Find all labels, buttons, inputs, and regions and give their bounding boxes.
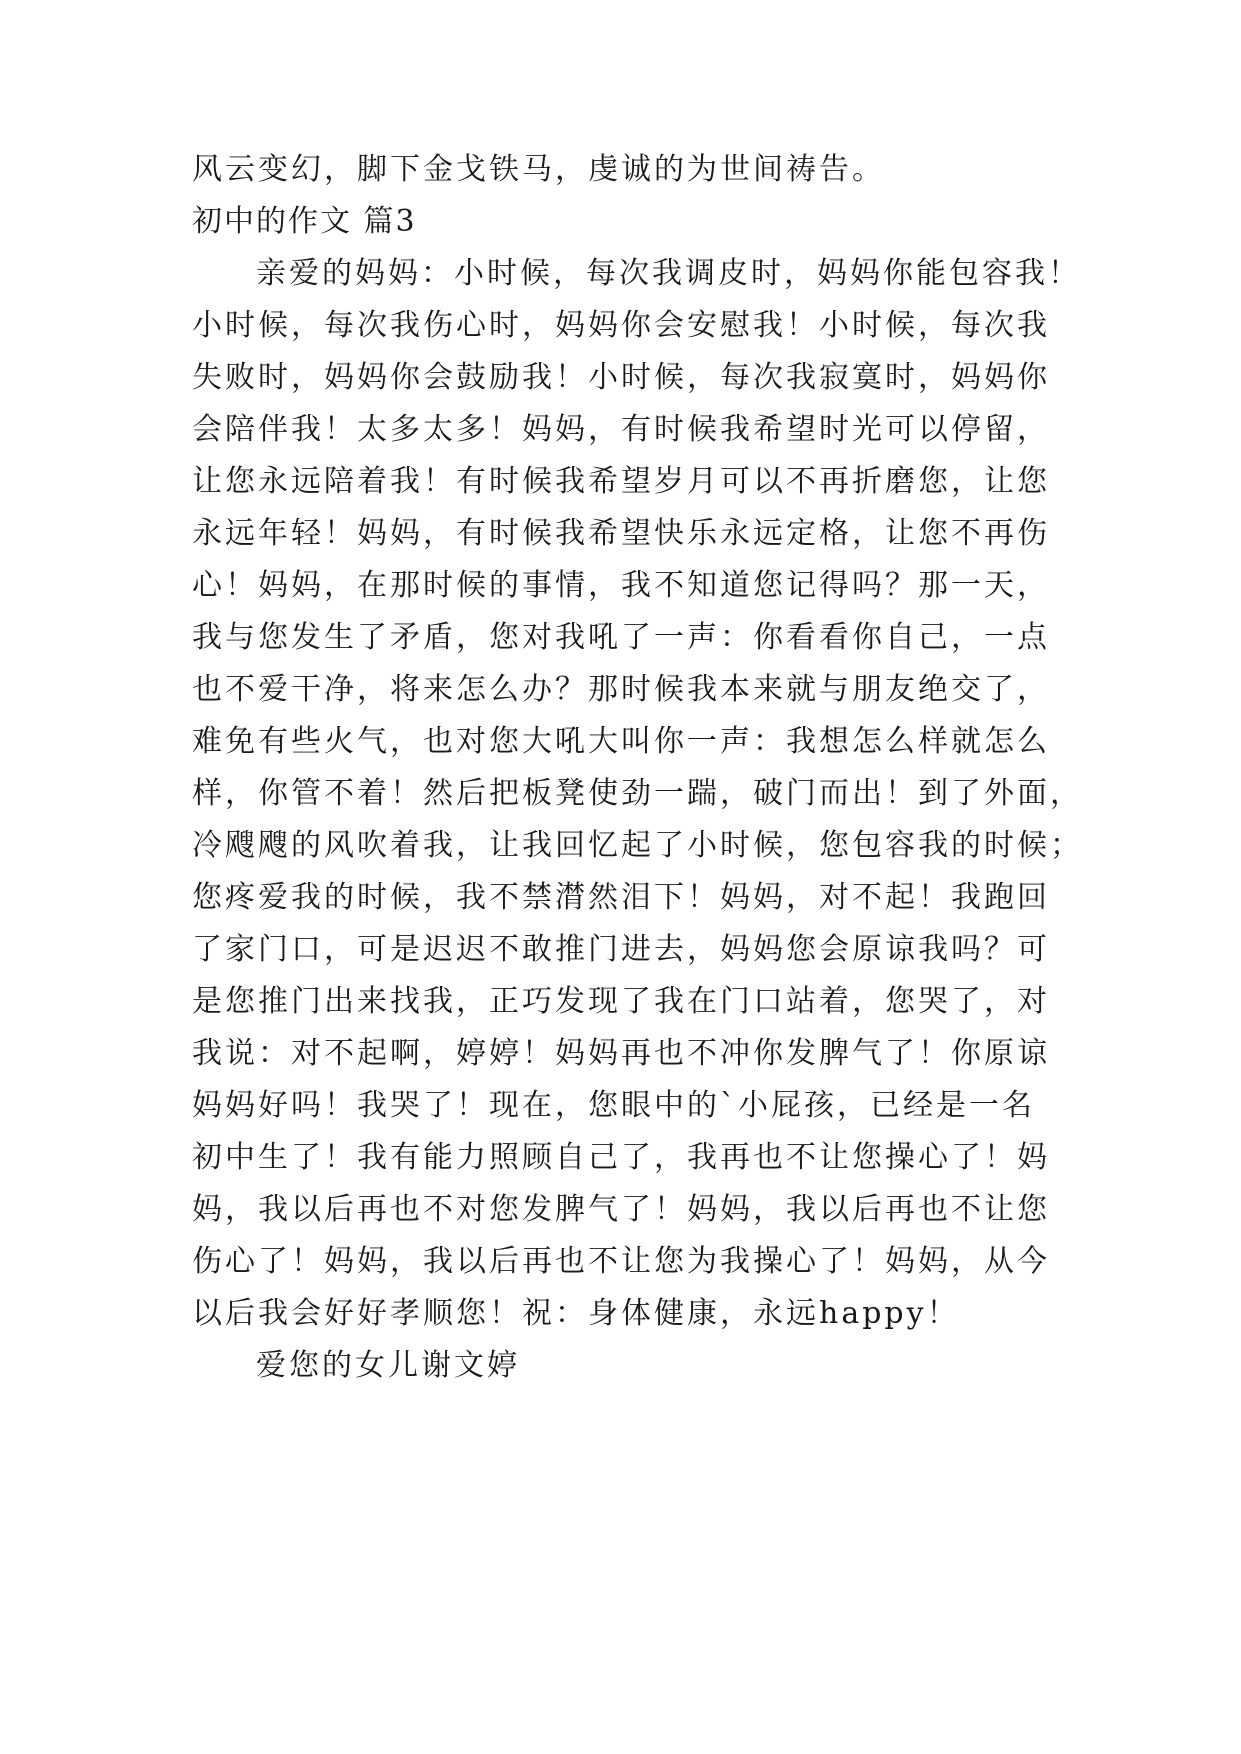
- body-line: 妈，我以后再也不对您发脾气了！妈妈，我以后再也不让您: [192, 1192, 1050, 1227]
- body-line: 妈妈好吗！我哭了！现在，您眼中的`小屁孩，已经是一名: [192, 1088, 1035, 1123]
- body-line: 让您永远陪着我！有时候我希望岁月可以不再折磨您，让您: [192, 464, 1050, 499]
- body-line: 也不爱干净，将来怎么办？那时候我本来就与朋友绝交了，: [192, 672, 1050, 707]
- body-line: 了家门口，可是迟迟不敢推门进去，妈妈您会原谅我吗？可: [192, 932, 1050, 967]
- body-line: 初中生了！我有能力照顾自己了，我再也不让您操心了！妈: [192, 1140, 1050, 1175]
- essay-heading: 初中的作文 篇3: [192, 204, 417, 239]
- body-line: 冷飕飕的风吹着我，让我回忆起了小时候，您包容我的时候；: [192, 828, 1083, 863]
- body-line: 亲爱的妈妈：小时候，每次我调皮时，妈妈你能包容我！: [256, 256, 1081, 291]
- body-line: 我与您发生了矛盾，您对我吼了一声：你看看你自己，一点: [192, 620, 1050, 655]
- signature: 爱您的女儿谢文婷: [256, 1348, 520, 1383]
- body-line: 您疼爱我的时候，我不禁潸然泪下！妈妈，对不起！我跑回: [192, 880, 1050, 915]
- body-line: 以后我会好好孝顺您！祝：身体健康，永远happy！: [192, 1296, 960, 1331]
- body-line: 伤心了！妈妈，我以后再也不让您为我操心了！妈妈，从今: [192, 1244, 1050, 1279]
- body-line: 小时候，每次我伤心时，妈妈你会安慰我！小时候，每次我: [192, 308, 1050, 343]
- body-line: 失败时，妈妈你会鼓励我！小时候，每次我寂寞时，妈妈你: [192, 360, 1050, 395]
- body-line: 会陪伴我！太多太多！妈妈，有时候我希望时光可以停留，: [192, 412, 1050, 447]
- body-line: 心！妈妈，在那时候的事情，我不知道您记得吗？那一天，: [192, 568, 1050, 603]
- body-line: 样，你管不着！然后把板凳使劲一踹，破门而出！到了外面，: [192, 776, 1083, 811]
- lead-line: 风云变幻，脚下金戈铁马，虔诚的为世间祷告。: [192, 152, 885, 187]
- body-line: 我说：对不起啊，婷婷！妈妈再也不冲你发脾气了！你原谅: [192, 1036, 1050, 1071]
- body-line: 难免有些火气，也对您大吼大叫你一声：我想怎么样就怎么: [192, 724, 1050, 759]
- body-line: 是您推门出来找我，正巧发现了我在门口站着，您哭了，对: [192, 984, 1050, 1019]
- body-line: 永远年轻！妈妈，有时候我希望快乐永远定格，让您不再伤: [192, 516, 1050, 551]
